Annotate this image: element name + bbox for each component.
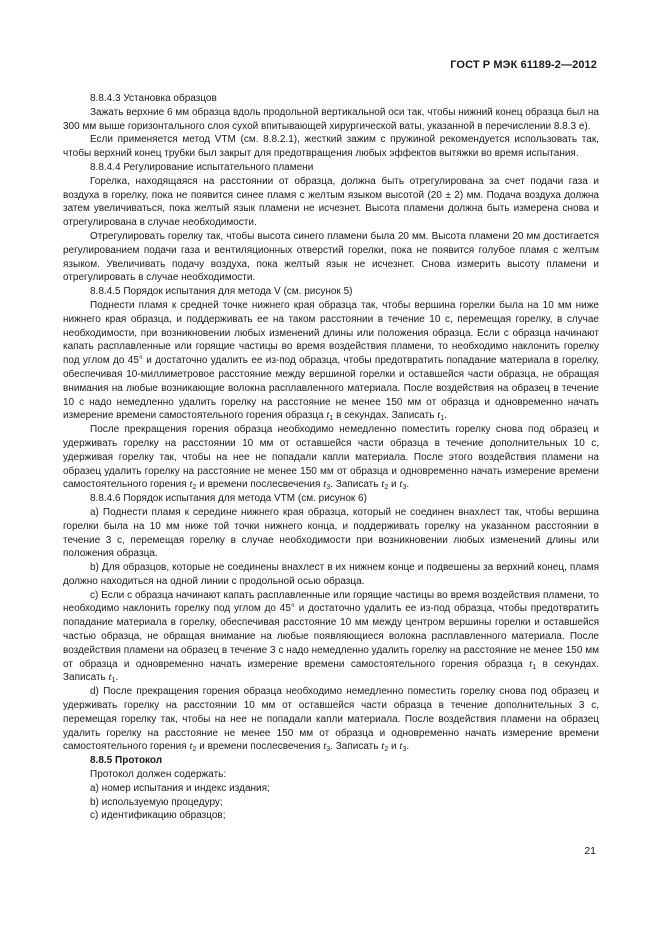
math-subscript: 1	[111, 677, 116, 685]
text-run: .	[406, 479, 410, 491]
list-item: c) идентификацию образцов;	[90, 810, 226, 822]
math-subscript: 1	[440, 415, 445, 423]
math-subscript: 3	[402, 746, 407, 754]
text-run: . Записать	[330, 479, 382, 491]
paragraph: Протокол должен содержать:	[90, 769, 227, 781]
standard-header: ГОСТ Р МЭК 61189-2—2012	[450, 59, 597, 71]
text-run: .	[115, 672, 119, 684]
section-heading: 8.8.5 Протокол	[90, 755, 163, 767]
text-run: . Записать	[330, 741, 382, 753]
list-item: b) используемую процедуру;	[90, 796, 223, 808]
paragraph: b) Для образцов, которые не соединены внахлест в их нижнем конце и подвешены за верхний конец, пламя должно находиться на одной линии с продольной осью образца.	[63, 562, 599, 587]
paragraph: После прекращения горения образца необходимо немедленно поместить горелку снова под образец и удерживать горелку на расстоянии 10 мм от оставшейся части образца в течение дополнительных 10 с, удерживая горелку так, чтобы на нее не попадали капли материала. После этого воздействия пламени на образец удалить горелку на расстояние не менее 150 мм от образца и одновременно начать измерение времени самостоятельного горения $t_2$ и времени послесвечения $t_3$. Записать $t_2$ и $t_3$.	[63, 424, 599, 492]
paragraph: Горелка, находящаяся на расстоянии от образца, должна быть отрегулирована за счет подачи газа и воздуха в горелку, пока не появится синее пламя с желтым языком высотой (20 ± 2) мм. Подача воздуха должна затем увеличиваться, пока желтый язык пламени не исчезнет. Высота пламени должна быть измерена снова и отрегулирована в случае необходимости.	[63, 175, 599, 229]
math-variable: t	[323, 478, 327, 491]
math-subscript: 1	[532, 663, 537, 671]
math-variable: t	[399, 740, 403, 753]
paragraph: 8.8.4.6 Порядок испытания для метода VTM (см. рисунок 6)	[90, 493, 367, 505]
math-subscript: 3	[402, 484, 407, 492]
paragraph: 8.8.4.3 Установка образцов	[90, 93, 217, 104]
document-body	[63, 92, 599, 823]
math-subscript: 2	[192, 484, 197, 492]
text-run: .	[444, 410, 447, 422]
paragraph: d) После прекращения горения образца необходимо немедленно поместить горелку снова под образец и удерживать горелку на расстоянии 10 мм от оставшейся части образца в течение дополнительных 3 с, перемещая горелку так, чтобы на нее не попадали капли материала. После воздействия пламени на образец удалить горелку на расстояние не менее 150 мм от образца и одновременно начать измерение времени самостоятельного горения $t_2$ и времени послесвечения $t_3$. Записать $t_2$ и $t_3$.	[63, 686, 599, 754]
math-subscript: 3	[326, 746, 331, 754]
paragraph: Зажать верхние 6 мм образца вдоль продольной вертикальной оси так, чтобы нижний конец образца был на 300 мм выше горизонтального слоя сухой впитывающей хирургической ваты, указанной в перечислении 8.8.3 е).	[63, 106, 599, 132]
text-run: и времени послесвечения	[196, 479, 324, 491]
math-subscript: 2	[384, 484, 389, 492]
math-subscript: 3	[326, 484, 331, 492]
paragraph: a) Поднести пламя к середине нижнего края образца, который не соединен внахлест так, чтобы вершина горелки была на 10 мм ниже той точки нижнего конца, и поддерживать горелку на указанном расстоянии в течение 3 с, перемещая горелку в случае необходимости при возникновении любых изменений длины или положения образца.	[63, 506, 599, 560]
paragraph: 8.8.4.5 Порядок испытания для метода V (см. рисунок 5)	[90, 286, 353, 298]
formula-tail	[189, 741, 409, 752]
math-subscript: 2	[192, 746, 197, 754]
math-variable: t	[326, 409, 330, 422]
math-variable: t	[437, 409, 441, 422]
math-subscript: 2	[384, 746, 389, 754]
text-run: и времени послесвечения	[196, 741, 324, 753]
page-number: 21	[584, 845, 596, 857]
paragraph: Отрегулировать горелку так, чтобы высота синего пламени была 20 мм. Высота пламени 20 мм достигается регулированием подачи газа и вентиляционных отверстий горелки, пока не появится голубое пламя с желтым языком. Увеличивать подачу воздуха, пока желтый язык не исчезнет. Снова измерить высоту пламени и отрегулировать в случае необходимости.	[63, 230, 599, 284]
list-item: a) номер испытания и индекс издания;	[90, 782, 270, 794]
math-variable: t	[323, 740, 327, 753]
math-variable: t	[381, 478, 385, 491]
paragraph: Если применяется метод VTM (см. 8.8.2.1), жесткий зажим с пружиной рекомендуется использовать так, чтобы верхний конец трубки был закрыт для предотвращения любых эффектов вытяжки во время испытания.	[63, 134, 599, 160]
formula-tail	[326, 410, 447, 421]
text-run: .	[406, 741, 410, 753]
math-subscript: 1	[329, 415, 334, 423]
math-variable: t	[189, 740, 193, 753]
text-run: и	[388, 741, 400, 753]
text-run: в секундах. Записать	[333, 410, 438, 422]
math-variable: t	[189, 478, 193, 491]
math-variable: t	[381, 740, 385, 753]
paragraph: c) Если с образца начинают капать расплавленные или горящие частицы во время воздействия пламени, то необходимо наклонить горелку под углом до 45° и достаточно удалить ее из-под образца, чтобы предотвратить попадание материала в горелку, обеспечивая расстояние 10 мм между центром вершины горелки и оставшейся частью образца, не обращая внимание на любые появляющиеся волокна расплавленного материала. После воздействия пламени на образец в течение 3 с надо немедленно удалить горелку на расстояние не менее 150 мм от образца и одновременно начать измерение времени самостоятельного горения образца $t_1$ в секундах. Записать $t_1$.	[63, 589, 599, 685]
text-run: и	[388, 479, 400, 491]
formula-tail	[189, 479, 409, 490]
text-run: в секундах. Записать	[63, 658, 599, 684]
math-variable: t	[399, 478, 403, 491]
paragraph: 8.8.4.4 Регулирование испытательного пламени	[90, 161, 314, 173]
paragraph: Поднести пламя к средней точке нижнего края образца так, чтобы вершина горелки была на 10 мм ниже нижнего края образца, и поддерживать ее на таком расстоянии в течение 10 с, перемещая горелку, в случае необходимости, при возникновении любых изменений длины или положения образца. Если с образца начинают капать расплавленные или горящие частицы во время воздействия пламени, то необходимо наклонить горелку под углом до 45° и достаточно удалить ее из-под образца, чтобы предотвратить попадание материала в горелку, обеспечивая 10-миллиметровое расстояние между вершиной горелки и оставшейся части образца, не обращая внимания на любые возникающие волокна расплавленного материала. После воздействия на образец в течение 10 с надо немедленно удалить горелку на расстояние не менее 150 мм от образца и одновременно начать измерение времени самостоятельного горения образца $t_1$ в секундах. Записать $t_1$.	[63, 299, 599, 423]
math-variable: t	[108, 671, 112, 684]
math-variable: t	[529, 657, 533, 670]
